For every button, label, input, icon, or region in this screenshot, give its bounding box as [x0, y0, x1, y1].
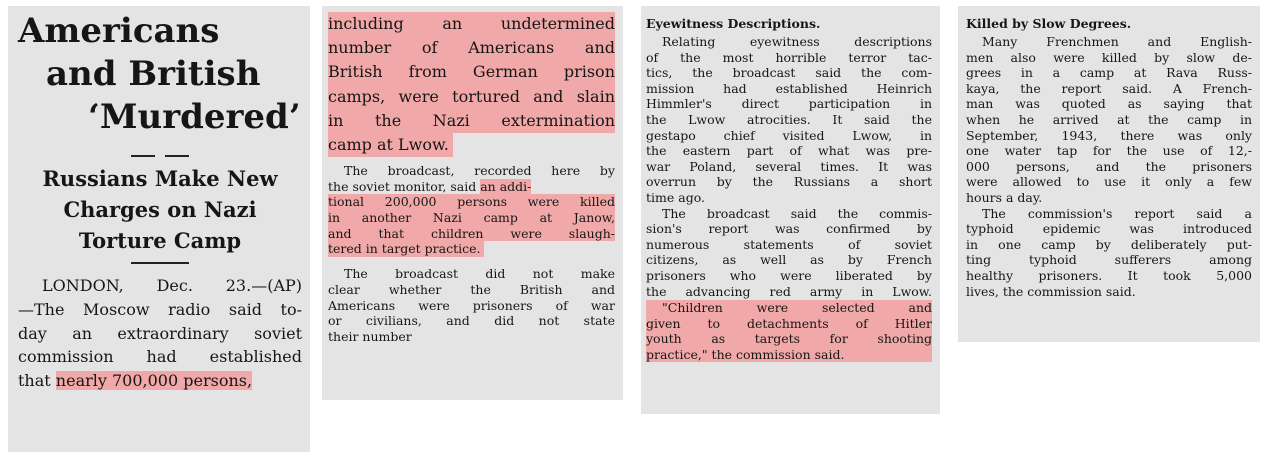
rule-divider	[131, 262, 189, 264]
text-line: camp at Lwow.	[328, 133, 453, 157]
text-line: number of Americans and	[328, 36, 615, 60]
text-line: prisoners who were liberated by	[646, 267, 932, 283]
highlighted-block	[328, 194, 615, 260]
text-line: day an extraordinary soviet	[18, 323, 302, 343]
clipping-slow-degrees	[958, 6, 1260, 342]
clipping-eyewitness	[641, 6, 940, 414]
deck-line: Torture Camp	[78, 228, 242, 253]
lead-paragraph	[18, 274, 302, 393]
text-line: man was quoted as saying that	[966, 96, 1252, 112]
text-line: commission had established	[18, 347, 302, 367]
text-line: mission had established Heinrich	[646, 80, 932, 96]
section-subhead: Eyewitness Descriptions.	[646, 16, 821, 31]
section-subhead: Killed by Slow Degrees.	[966, 16, 1132, 31]
text-line: healthy prisoners. It took 5,000	[966, 267, 1252, 283]
text-line: youth as targets for shooting	[646, 331, 932, 347]
text-line: and that children were slaugh-	[328, 225, 615, 241]
text-line: men also were killed by slow de-	[966, 49, 1252, 65]
paragraph	[966, 206, 1252, 300]
text-span: the soviet monitor, said	[328, 178, 481, 194]
highlighted-text: nearly 700,000 persons,	[55, 371, 253, 391]
text-line: tics, the broadcast said the com-	[646, 65, 932, 81]
highlighted-text: an addi-	[480, 178, 532, 194]
text-line	[328, 179, 615, 195]
subheadline-deck	[18, 163, 302, 256]
paragraph	[328, 163, 615, 260]
text-line: time ago.	[646, 189, 705, 205]
deck-line: Charges on Nazi	[63, 197, 257, 222]
text-line	[18, 369, 302, 393]
text-line: kaya, the report said. A French-	[966, 80, 1252, 96]
text-line: one water tap for the use of 12,-	[966, 143, 1252, 159]
paragraph	[646, 206, 932, 300]
short-rule-divider	[18, 145, 302, 159]
text-line: sion's report was confirmed by	[646, 221, 932, 237]
text-line: September, 1943, there was only	[966, 127, 1252, 143]
headline-line: and British	[46, 54, 261, 94]
text-line: ting typhoid sufferers among	[966, 252, 1252, 268]
text-line: The commission's report said a	[982, 205, 1252, 221]
text-line: were allowed to use it only a few	[966, 174, 1252, 190]
paragraph	[646, 34, 932, 206]
text-line: lives, the commission said.	[966, 283, 1136, 299]
text-line: numerous statements of soviet	[646, 236, 932, 252]
deck-line: Russians Make New	[42, 166, 278, 191]
text-line: Americans were prisoners of war	[328, 297, 615, 313]
clipping-headline-lead	[8, 6, 310, 452]
text-line: The broadcast, recorded here by	[344, 163, 615, 179]
text-line: typhoid epidemic was introduced	[966, 221, 1252, 237]
text-line: when he arrived at the camp in	[966, 111, 1252, 127]
text-line: the Lwow atrocities. It said the	[646, 111, 932, 127]
paragraph	[966, 34, 1252, 206]
highlighted-quote	[646, 300, 932, 362]
text-line: clear whether the British and	[328, 281, 615, 297]
text-line: given to detachments of Hitler	[646, 315, 932, 331]
text-line: "Children were selected and	[646, 300, 932, 316]
text-span: that	[18, 371, 56, 391]
text-line: citizens, as well as by French	[646, 252, 932, 268]
text-line: The broadcast said the commis-	[662, 205, 932, 221]
text-line: hours a day.	[966, 189, 1043, 205]
text-line: Many Frenchmen and English-	[982, 34, 1252, 49]
text-line: LONDON, Dec. 23.—(AP)	[42, 276, 302, 295]
text-line: 000 persons, and the prisoners	[966, 158, 1252, 174]
headline-line: Americans	[18, 11, 220, 51]
headline	[18, 10, 302, 139]
clipping-continuation	[322, 6, 623, 400]
text-line: in the Nazi extermination	[328, 109, 615, 133]
headline-line: ‘Murdered’	[88, 97, 301, 137]
text-line: in one camp by deliberately put-	[966, 236, 1252, 252]
text-line: Relating eyewitness descriptions	[662, 34, 932, 49]
text-line: tional 200,000 persons were killed	[328, 194, 615, 210]
text-line: in another Nazi camp at Janow,	[328, 210, 615, 225]
text-line: gestapo chief visited Lwow, in	[646, 127, 932, 143]
text-line: overrun by the Russians a short	[646, 174, 932, 190]
text-line: The broadcast did not make	[344, 266, 615, 282]
text-line: British from German prison	[328, 60, 615, 84]
text-line: tered in target practice.	[328, 241, 484, 257]
text-line: or civilians, and did not state	[328, 313, 615, 329]
text-line: camps, were tortured and slain	[328, 85, 615, 109]
text-line: —The Moscow radio said to-	[18, 299, 302, 319]
text-line: war Poland, several times. It was	[646, 158, 932, 174]
text-line: Himmler's direct participation in	[646, 96, 932, 112]
paragraph	[328, 266, 615, 344]
text-line: grees in a camp at Rava Russ-	[966, 65, 1252, 81]
highlighted-paragraph	[328, 12, 615, 157]
text-line: including an undetermined	[328, 12, 615, 36]
text-line: of the most horrible terror tac-	[646, 49, 932, 65]
text-line: the advancing red army in Lwow.	[646, 283, 932, 299]
text-line: their number	[328, 328, 412, 344]
text-line: the eastern part of what was pre-	[646, 143, 932, 159]
text-line: practice," the commission said.	[646, 347, 932, 363]
